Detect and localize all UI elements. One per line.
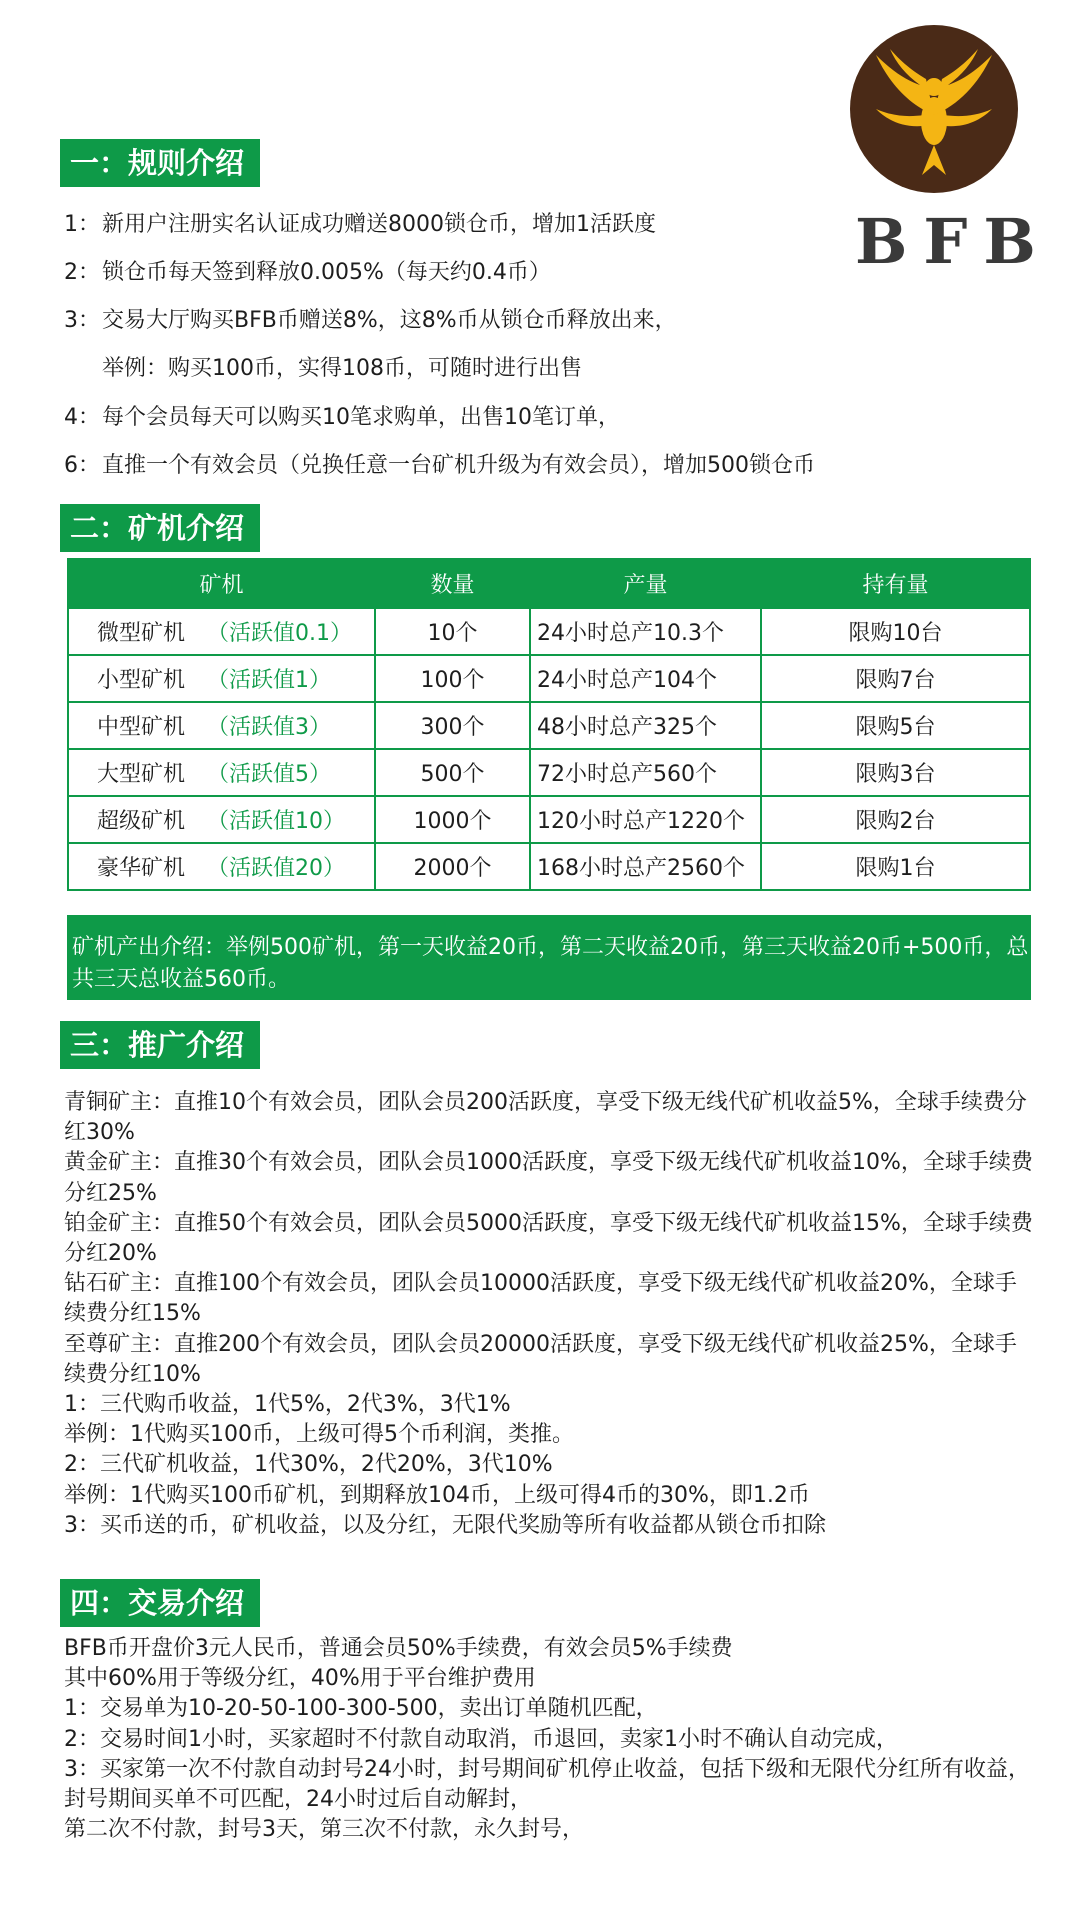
qty-cell: 100个	[375, 655, 530, 702]
promotion-line: 1：三代购币收益，1代5%，2代3%，3代1%	[64, 1392, 511, 1418]
trading-line: BFB币开盘价3元人民币，普通会员50%手续费，有效会员5%手续费	[64, 1636, 733, 1661]
brand-name: BFB	[855, 205, 1052, 278]
qty-cell: 2000个	[375, 843, 530, 890]
promotion-line: 至尊矿主：直推200个有效会员，团队会员20000活跃度，享受下级无线代矿机收益25%，全球手续费分红10%	[64, 1331, 1017, 1387]
table-header-row	[68, 559, 1030, 608]
miner-name-cell: 大型矿机 （活跃值5）	[68, 749, 375, 796]
promotion-line: 黄金矿主：直推30个有效会员，团队会员1000活跃度，享受下级无线代矿机收益10%，全球手续费分红25%	[64, 1150, 1033, 1206]
output-cell: 24小时总产10.3个	[530, 608, 761, 655]
output-cell: 168小时总产2560个	[530, 843, 761, 890]
promotion-line: 3：买币送的币，矿机收益，以及分红，无限代奖励等所有收益都从锁仓币扣除	[64, 1512, 826, 1538]
section-title-promotion: 三：推广介绍	[60, 1021, 260, 1069]
section-title-rules: 一：规则介绍	[60, 139, 260, 187]
table-row	[68, 655, 1030, 702]
table-row	[68, 702, 1030, 749]
table-row	[68, 843, 1030, 890]
column-header: 矿机	[68, 559, 375, 608]
miner-output-notice: 矿机产出介绍：举例500矿机，第一天收益20币，第二天收益20币，第三天收益20币+500币，总共三天总收益560币。	[67, 915, 1031, 1000]
promotion-line: 青铜矿主：直推10个有效会员，团队会员200活跃度，享受下级无线代矿机收益5%，全球手续费分红30%	[64, 1090, 1027, 1146]
trading-line: 3：买家第一次不付款自动封号24小时，封号期间矿机停止收益，包括下级和无限代分红所有收益，封号期间买单不可匹配，24小时过后自动解封，	[64, 1756, 1030, 1813]
limit-cell: 限购7台	[761, 655, 1030, 702]
miner-name-cell: 中型矿机 （活跃值3）	[68, 702, 375, 749]
column-header: 数量	[375, 559, 530, 608]
section-title-miners: 二：矿机介绍	[60, 504, 260, 552]
qty-cell: 1000个	[375, 796, 530, 843]
table-row	[68, 608, 1030, 655]
limit-cell: 限购10台	[761, 608, 1030, 655]
column-header: 持有量	[761, 559, 1030, 608]
table-row	[68, 796, 1030, 843]
output-cell: 120小时总产1220个	[530, 796, 761, 843]
promotion-text	[64, 1088, 1034, 1541]
trading-line: 2：交易时间1小时，买家超时不付款自动取消，币退回，卖家1小时不确认自动完成，	[64, 1726, 898, 1752]
output-cell: 72小时总产560个	[530, 749, 761, 796]
section-title-trading: 四：交易介绍	[60, 1579, 260, 1627]
qty-cell: 300个	[375, 702, 530, 749]
column-header: 产量	[530, 559, 761, 608]
output-cell: 48小时总产325个	[530, 702, 761, 749]
phoenix-logo-icon	[850, 25, 1018, 193]
promotion-line: 铂金矿主：直推50个有效会员，团队会员5000活跃度，享受下级无线代矿机收益15%，全球手续费分红20%	[64, 1210, 1033, 1267]
qty-cell: 500个	[375, 749, 530, 796]
rule-item: 1：新用户注册实名认证成功赠送8000锁仓币，增加1活跃度	[64, 212, 656, 237]
promotion-line: 举例：1代购买100币，上级可得5个币利润，类推。	[64, 1422, 574, 1448]
limit-cell: 限购5台	[761, 702, 1030, 749]
promotion-line: 钻石矿主：直推100个有效会员，团队会员10000活跃度，享受下级无线代矿机收益20%，全球手续费分红15%	[64, 1271, 1017, 1327]
table-row	[68, 749, 1030, 796]
limit-cell: 限购2台	[761, 796, 1030, 843]
promotion-line: 举例：1代购买100币矿机，到期释放104币，上级可得4币的30%，即1.2币	[64, 1482, 810, 1508]
miner-name-cell: 豪华矿机 （活跃值20）	[68, 843, 375, 890]
trading-line: 1：交易单为10-20-50-100-300-500，卖出订单随机匹配，	[64, 1696, 658, 1722]
limit-cell: 限购3台	[761, 749, 1030, 796]
rule-item: 4：每个会员每天可以购买10笔求购单，出售10笔订单，	[64, 405, 620, 430]
miner-table	[67, 558, 1031, 891]
limit-cell: 限购1台	[761, 843, 1030, 890]
trading-line: 第二次不付款，封号3天，第三次不付款，永久封号，	[64, 1817, 584, 1843]
output-cell: 24小时总产104个	[530, 655, 761, 702]
trading-line: 其中60%用于等级分红，40%用于平台维护费用	[64, 1666, 536, 1692]
miner-name-cell: 微型矿机 （活跃值0.1）	[68, 608, 375, 655]
miner-name-cell: 超级矿机 （活跃值10）	[68, 796, 375, 843]
rule-item: 举例：购买100币，实得108币，可随时进行出售	[102, 356, 582, 381]
rule-item: 6：直推一个有效会员（兑换任意一台矿机升级为有效会员），增加500锁仓币	[64, 453, 815, 478]
rule-item: 2：锁仓币每天签到释放0.005%（每天约0.4币）	[64, 260, 551, 285]
miner-name-cell: 小型矿机 （活跃值1）	[68, 655, 375, 702]
trading-text	[64, 1634, 1034, 1845]
rule-item: 3：交易大厅购买BFB币赠送8%，这8%币从锁仓币释放出来，	[64, 308, 677, 333]
promotion-line: 2：三代矿机收益，1代30%，2代20%，3代10%	[64, 1452, 553, 1478]
qty-cell: 10个	[375, 608, 530, 655]
